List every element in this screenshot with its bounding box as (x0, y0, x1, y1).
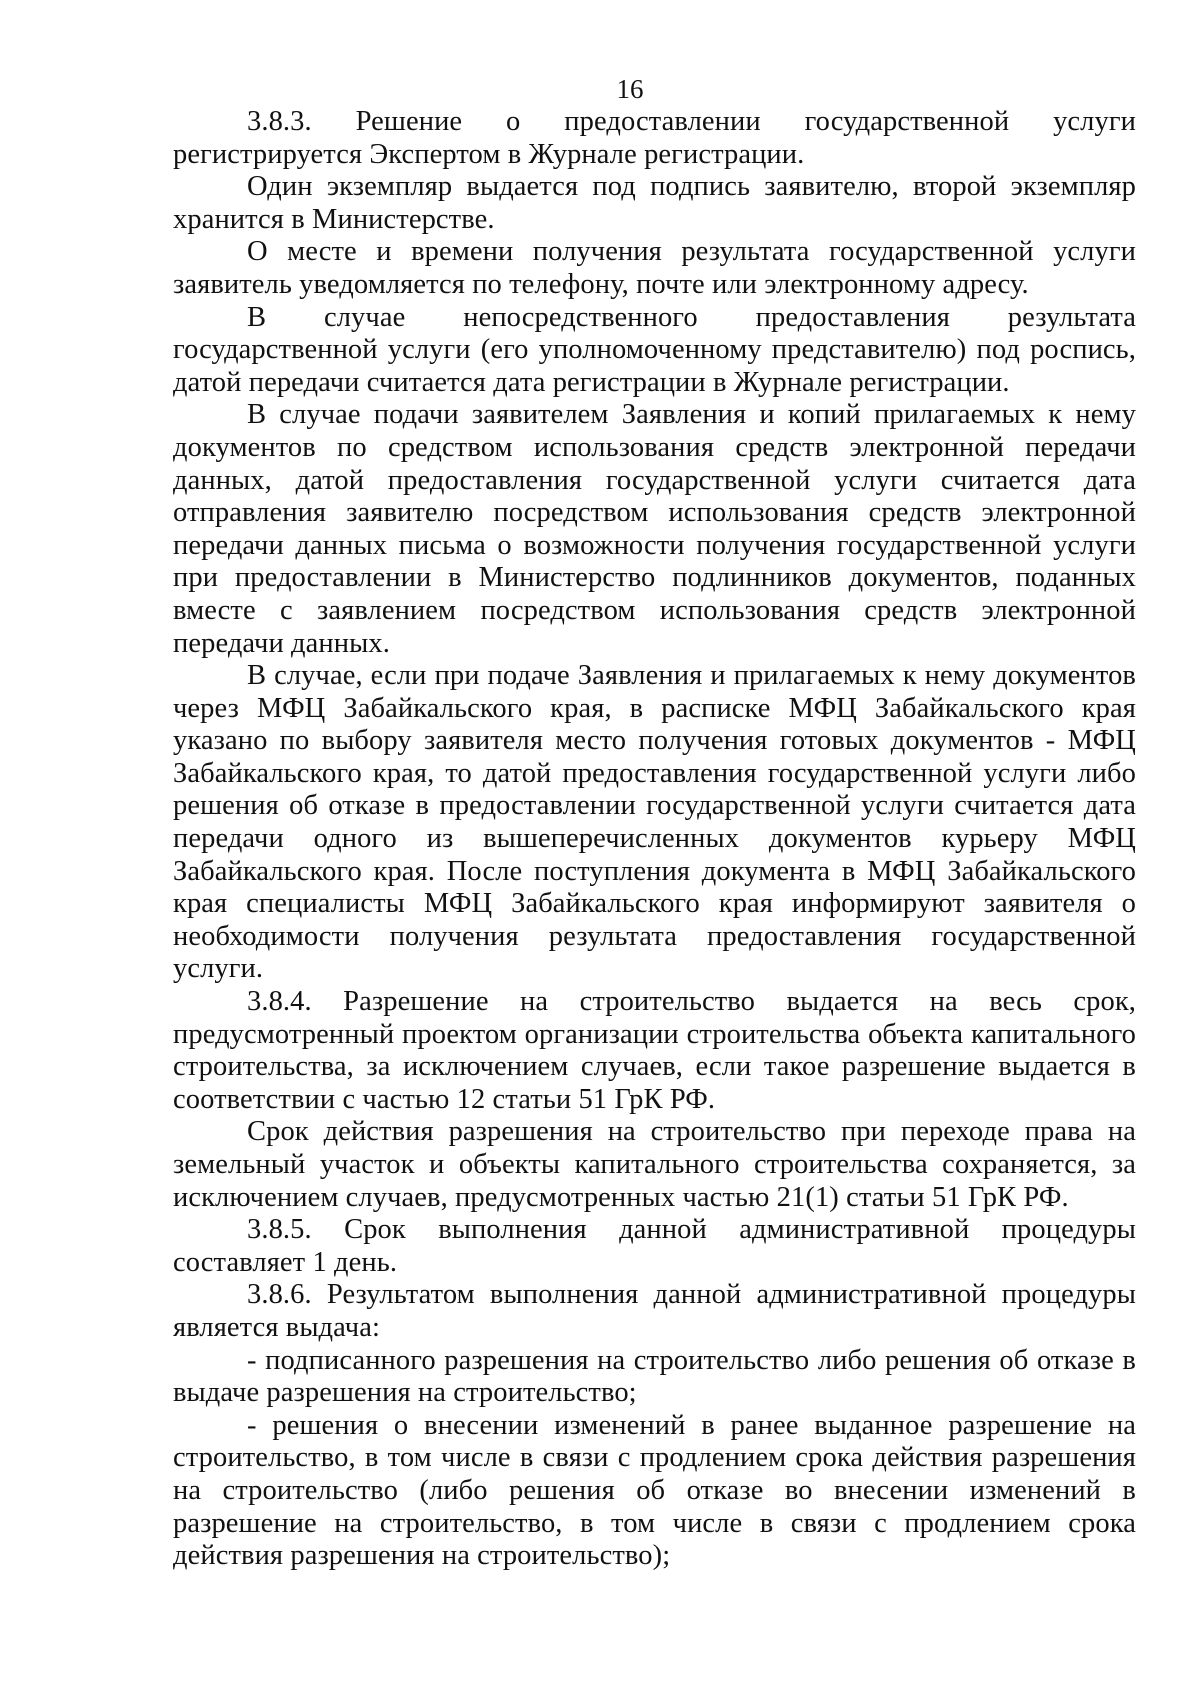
paragraph-3-8-6: 3.8.6. Результатом выполнения данной административной процедуры является выдача: (173, 1279, 1136, 1343)
paragraph-3-8-4: 3.8.4. Разрешение на строительство выдается на весь срок, предусмотренный проектом организации строительства объекта капитального строительства, за исключением случаев, если такое разрешение выдается в соответствии с частью 12 статьи 51 ГрК РФ. (173, 986, 1136, 1115)
paragraph-3-8-5: 3.8.5. Срок выполнения данной административной процедуры составляет 1 день. (173, 1214, 1136, 1278)
paragraph-copies: Один экземпляр выдается под подпись заявителю, второй экземпляр хранится в Министерстве. (173, 171, 1136, 235)
paragraph-direct-delivery: В случае непосредственного предоставления результата государственной услуги (его уполномоченному представителю) под роспись, датой передачи считается дата регистрации в Журнале регистрации. (173, 301, 1136, 398)
list-item-amendment-decision: - решения о внесении изменений в ранее выданное разрешение на строительство, в том числе в связи с продлением срока действия разрешения на строительство (либо решения об отказе во внесении изменений в разрешение на строительство, в том числе в связи с продлением срока действия разрешения на строительство); (173, 1409, 1136, 1572)
paragraph-validity-term: Срок действия разрешения на строительство при переходе права на земельный участок и объекты капитального строительства сохраняется, за исключением случаев, предусмотренных частью 21(1) статьи 51 ГрК РФ. (173, 1116, 1136, 1213)
document-body (173, 106, 1136, 1573)
paragraph-electronic-submission: В случае подачи заявителем Заявления и копий прилагаемых к нему документов по средством использования средств электронной передачи данных, датой предоставления государственной услуги считается дата отправления заявителю посредством использования средств электронной передачи данных письма о возможности получения государственной услуги при предоставлении в Министерство подлинников документов, поданных вместе с заявлением посредством использования средств электронной передачи данных. (173, 399, 1136, 659)
paragraph-notification: О месте и времени получения результата государственной услуги заявитель уведомляется по телефону, почте или электронному адресу. (173, 236, 1136, 300)
list-item-signed-permit: - подписанного разрешения на строительство либо решения об отказе в выдаче разрешения на строительство; (173, 1344, 1136, 1409)
page-number: 16 (616, 74, 644, 104)
paragraph-3-8-3: 3.8.3. Решение о предоставлении государственной услуги регистрируется Экспертом в Журнале регистрации. (173, 106, 1136, 170)
paragraph-mfc-submission: В случае, если при подаче Заявления и прилагаемых к нему документов через МФЦ Забайкальского края, в расписке МФЦ Забайкальского края указано по выбору заявителя место получения готовых документов - МФЦ Забайкальского края, то датой предоставления государственной услуги либо решения об отказе в предоставлении государственной услуги считается дата передачи одного из вышеперечисленных документов курьеру МФЦ Забайкальского края. После поступления документа в МФЦ Забайкальского края специалисты МФЦ Забайкальского края информируют заявителя о необходимости получения результата предоставления государственной услуги. (173, 660, 1136, 985)
